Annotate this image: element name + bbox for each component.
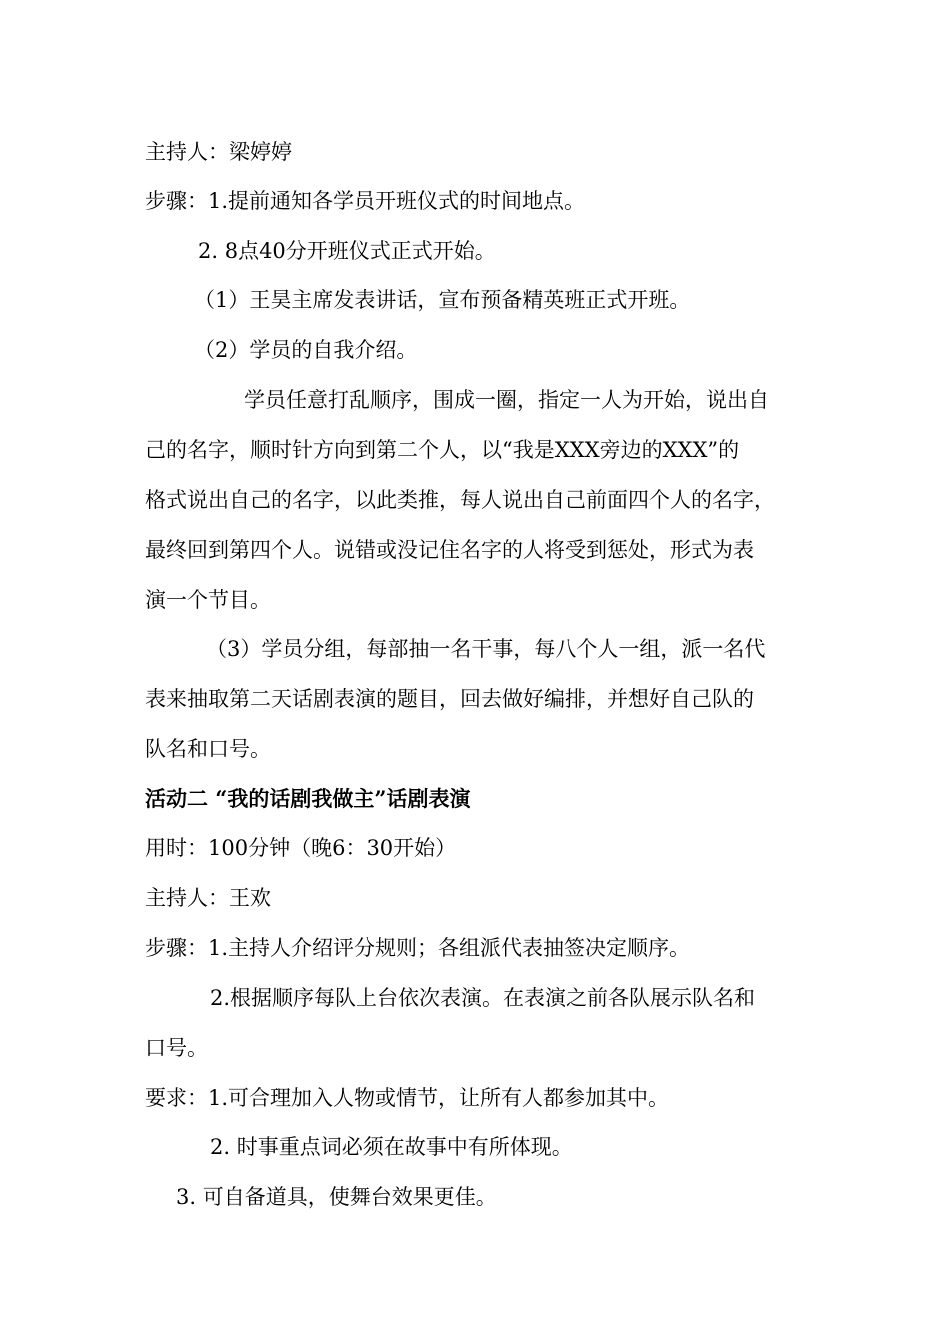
requirements-line-2: 2. 时事重点词必须在故事中有所体现。 [210,1135,573,1159]
performance-step-line-1: 2.根据顺序每队上台依次表演。在表演之前各队展示队名和 [210,986,756,1010]
intro-paragraph-line-5: 演一个节目。 [145,588,271,612]
intro-paragraph-line-4: 最终回到第四个人。说错或没记住名字的人将受到惩处，形式为表 [145,538,754,562]
sub-step-2-line: （2）学员的自我介绍。 [194,338,418,362]
host-line-2: 主持人：王欢 [145,886,271,910]
sub-step-1-line: （1）王昊主席发表讲话，宣布预备精英班正式开班。 [194,288,691,312]
activity-2-heading: 活动二 “我的话剧我做主”话剧表演 [145,786,471,811]
intro-paragraph-line-1: 学员任意打乱顺序，围成一圈，指定一人为开始，说出自 [244,388,769,412]
steps-line-2: 步骤：1.主持人介绍评分规则；各组派代表抽签决定顺序。 [145,936,691,960]
steps-line-1: 步骤：1.提前通知各学员开班仪式的时间地点。 [145,189,586,213]
performance-step-line-2: 口号。 [145,1036,208,1060]
requirements-line-3: 3. 可自备道具，使舞台效果更佳。 [176,1185,497,1209]
step-2-line: 2. 8点40分开班仪式正式开始。 [198,239,496,263]
host-line-1: 主持人：梁婷婷 [145,140,292,164]
grouping-paragraph-line-2: 表来抽取第二天话剧表演的题目，回去做好编排，并想好自己队的 [145,687,754,711]
intro-paragraph-line-3: 格式说出自己的名字，以此类推，每人说出自己前面四个人的名字， [145,488,775,512]
requirements-line-1: 要求：1.可合理加入人物或情节，让所有人都参加其中。 [145,1086,670,1110]
duration-line: 用时：100分钟（晚6：30开始） [145,836,457,860]
grouping-paragraph-line-1: （3）学员分组，每部抽一名干事，每八个人一组，派一名代 [206,637,766,661]
grouping-paragraph-line-3: 队名和口号。 [145,737,271,761]
intro-paragraph-line-2: 己的名字，顺时针方向到第二个人，以“我是XXX旁边的XXX”的 [145,438,740,462]
